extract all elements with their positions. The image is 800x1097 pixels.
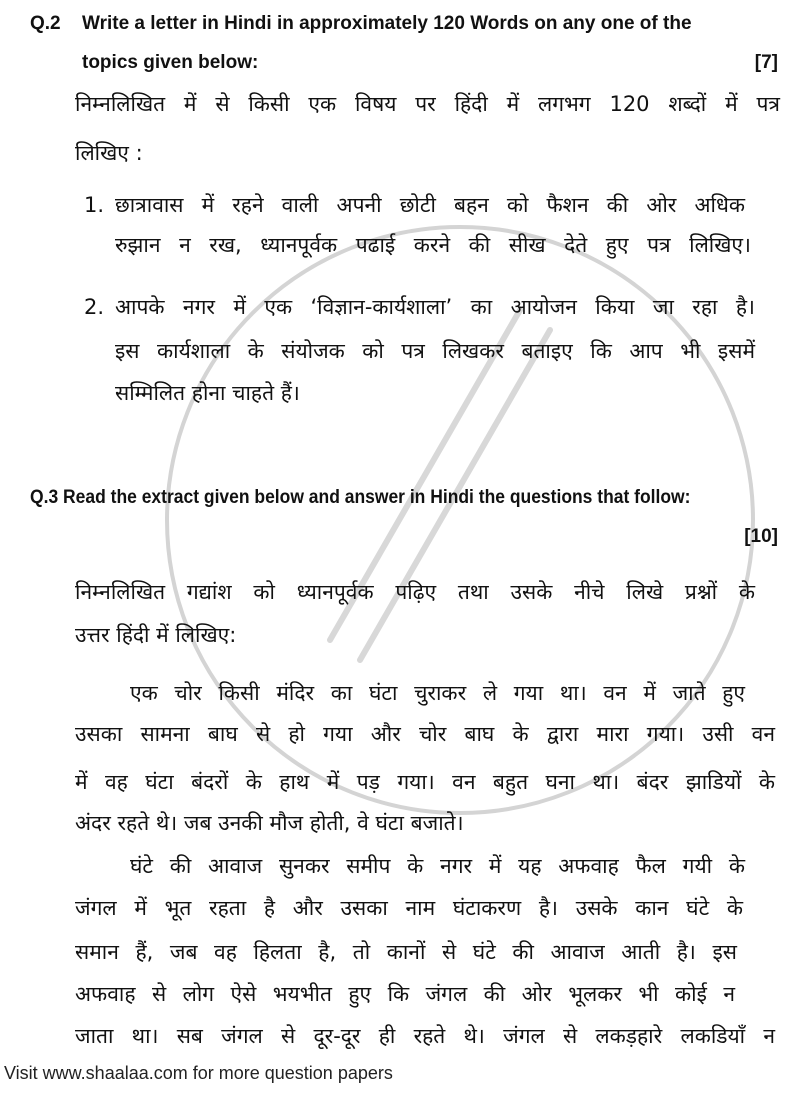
passage-line: एक चोर किसी मंदिर का घंटा चुराकर ले गया था। वन में जाते हुए: [130, 681, 745, 705]
passage-line: जंगल में भूत रहता है और उसका नाम घंटाकरण है। उसके कान घंटे के: [75, 896, 743, 920]
q3-marks: [10]: [744, 526, 778, 547]
option-line: आपके नगर में एक ‘विज्ञान-कार्यशाला’ का आयोजन किया जा रहा है।: [115, 295, 755, 319]
passage-line: में वह घंटा बंदरों के हाथ में पड़ गया। वन बहुत घना था। बंदर झाडियों के: [75, 770, 775, 794]
passage-line: अफवाह से लोग ऐसे भयभीत हुए कि जंगल की ओर भूलकर भी कोई न: [75, 982, 735, 1006]
q2-instruction-line2: लिखिए :: [75, 141, 143, 165]
q2-number: Q.2: [30, 13, 61, 34]
footer-link[interactable]: Visit www.shaalaa.com for more question papers: [4, 1063, 393, 1083]
option-line: रुझान न रख, ध्यानपूर्वक पढाई करने की सीख देते हुए पत्र लिखिए।: [115, 233, 751, 257]
option-line: छात्रावास में रहने वाली अपनी छोटी बहन को फैशन की ओर अधिक: [115, 193, 745, 217]
q2-heading-line2: topics given below:: [82, 52, 259, 73]
passage-line: घंटे की आवाज सुनकर समीप के नगर में यह अफवाह फैल गयी के: [130, 854, 745, 878]
q3-heading: Q.3 Read the extract given below and answer in Hindi the questions that follow:: [30, 487, 691, 508]
q3-instruction-line1: निम्नलिखित गद्यांश को ध्यानपूर्वक पढ़िए तथा उसके नीचे लिखे प्रश्नों के: [75, 580, 755, 604]
option-line: इस कार्यशाला के संयोजक को पत्र लिखकर बताइए कि आप भी इसमें: [115, 339, 755, 363]
option-line: सम्मिलित होना चाहते हैं।: [115, 381, 300, 405]
option-number: 2.: [84, 295, 105, 319]
q2-instruction-line1: निम्नलिखित में से किसी एक विषय पर हिंदी में लगभग 120 शब्दों में पत्र: [75, 92, 780, 116]
passage-line: समान हैं, जब वह हिलता है, तो कानों से घंटे की आवाज आती है। इस: [75, 940, 737, 964]
passage-line: जाता था। सब जंगल से दूर-दूर ही रहते थे। जंगल से लकड़हारे लकडियाँ न: [75, 1024, 775, 1048]
q3-instruction-line2: उत्तर हिंदी में लिखिए:: [75, 623, 237, 647]
passage-line: उसका सामना बाघ से हो गया और चोर बाघ के द्वारा मारा गया। उसी वन: [75, 722, 775, 746]
option-number: 1.: [84, 193, 105, 217]
q2-marks: [7]: [754, 52, 778, 73]
passage-line: अंदर रहते थे। जब उनकी मौज होती, वे घंटा बजाते।: [75, 811, 464, 835]
q2-heading-line1: Write a letter in Hindi in approximately 120 Words on any one of the: [82, 13, 692, 34]
